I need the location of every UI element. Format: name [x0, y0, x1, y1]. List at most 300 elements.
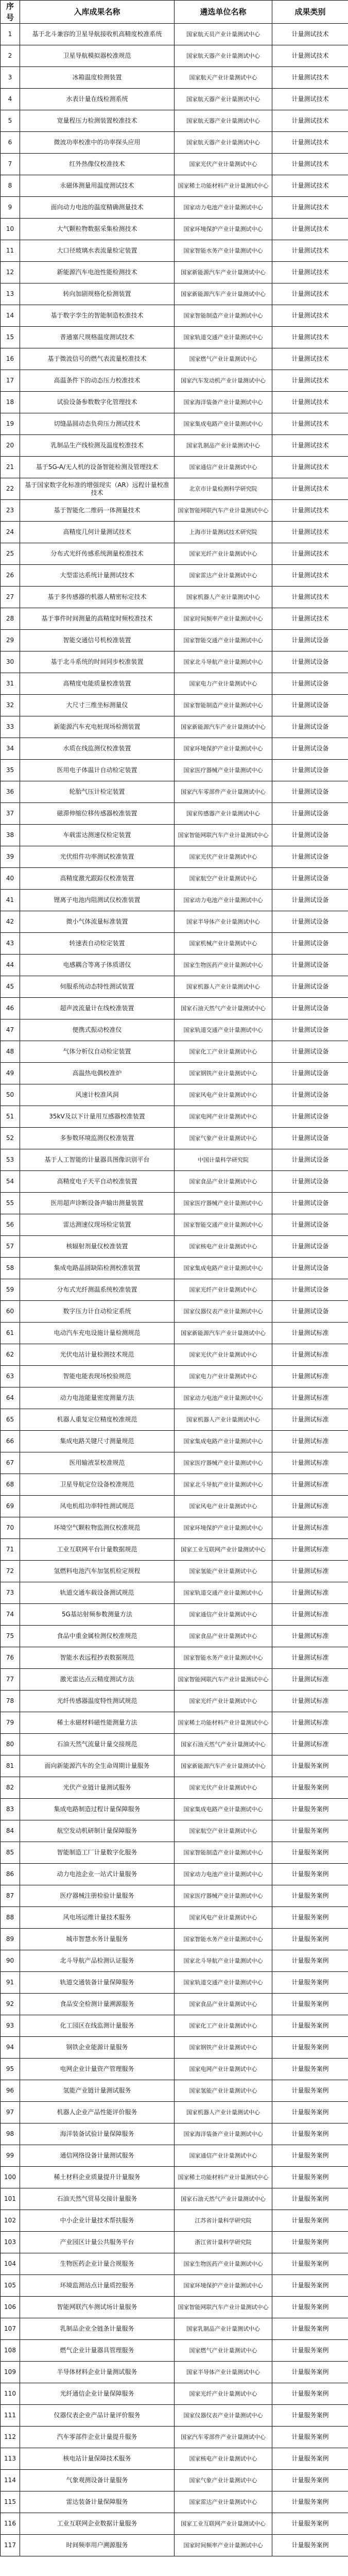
cell-unit: 国家环境保护产业计量测试中心: [175, 219, 272, 240]
cell-name: 数字压力计自动检定系统: [20, 1301, 175, 1323]
cell-type: 计量测试标准: [272, 1452, 348, 1474]
cell-type: 计量测试标准: [272, 1561, 348, 1582]
cell-name: 大口径玻璃水表流量检定装置: [20, 240, 175, 262]
cell-unit: 国家海洋装备产业计量测试中心: [175, 392, 272, 413]
cell-name: 电动汽车充电设施计量检测规范: [20, 1323, 175, 1344]
cell-name: 集成电路晶圆缺陷检测校准装置: [20, 1258, 175, 1279]
cell-name: 基于多传感器的机器人精密标定技术: [20, 587, 175, 608]
cell-unit: 国家光伏产业计量测试中心: [175, 1777, 272, 1799]
cell-no: 21: [1, 457, 20, 478]
cell-unit: 国家医疗器械产业计量测试中心: [175, 1452, 272, 1474]
table-row: [1, 2123, 348, 2145]
cell-type: 计量服务案例: [272, 2448, 348, 2470]
table-row: [1, 868, 348, 890]
table-row: [1, 1236, 348, 1258]
cell-type: 计量测试标准: [272, 1344, 348, 1366]
cell-type: 计量测试标准: [272, 1626, 348, 1647]
cell-no: 78: [1, 1691, 20, 1712]
cell-unit: 国家汽车发动机产业计量测试中心: [175, 370, 272, 392]
cell-type: 计量测试技术: [272, 413, 348, 435]
cell-unit: 国家钢铁产业计量测试中心: [175, 2037, 272, 2059]
table-row: [1, 2513, 348, 2535]
cell-no: 114: [1, 2470, 20, 2491]
table-row: [1, 1193, 348, 1214]
cell-no: 43: [1, 933, 20, 955]
cell-type: 计量测试技术: [272, 370, 348, 392]
cell-no: 111: [1, 2405, 20, 2427]
table-row: [1, 522, 348, 543]
cell-type: 计量服务案例: [272, 2059, 348, 2080]
cell-name: 分布式光纤传感系统测量校准技术: [20, 543, 175, 565]
cell-no: 82: [1, 1777, 20, 1799]
cell-no: 54: [1, 1171, 20, 1193]
cell-type: 计量测试技术: [272, 392, 348, 413]
cell-no: 108: [1, 2340, 20, 2362]
cell-type: 计量服务案例: [272, 2535, 348, 2556]
table-row: [1, 825, 348, 846]
table-row: [1, 2491, 348, 2513]
cell-unit: 国家光纤产业计量测试中心: [175, 1691, 272, 1712]
cell-name: 半导体材料企业计量测试服务: [20, 2362, 175, 2383]
cell-type: 计量测试技术: [272, 197, 348, 219]
cell-no: 79: [1, 1712, 20, 1734]
table-row: [1, 1950, 348, 1972]
table-row: [1, 1604, 348, 1626]
cell-name: 核辐射剂量仪校准装置: [20, 1236, 175, 1258]
cell-name: 轮胎气压计检定装置: [20, 781, 175, 803]
cell-unit: 国家光纤产业计量测试中心: [175, 1279, 272, 1301]
cell-type: 计量测试设备: [272, 976, 348, 998]
cell-no: 73: [1, 1582, 20, 1604]
cell-type: 计量服务案例: [272, 2167, 348, 2188]
cell-name: 轨道交通车载设备测试规范: [20, 1582, 175, 1604]
cell-unit: 国家电网产业计量测试中心: [175, 2059, 272, 2080]
cell-unit: 国家轨道交通产业计量测试中心: [175, 327, 272, 348]
table-row: [1, 760, 348, 781]
cell-unit: 国家生物医药产业计量测试中心: [175, 2253, 272, 2275]
cell-no: 88: [1, 1907, 20, 1929]
cell-type: 计量测试设备: [272, 1084, 348, 1106]
cell-unit: 北京市计量检测科学研究院: [175, 478, 272, 500]
table-row: [1, 1907, 348, 1929]
cell-type: 计量服务案例: [272, 2297, 348, 2318]
cell-no: 83: [1, 1799, 20, 1820]
cell-name: 红外热像仪校准技术: [20, 154, 175, 175]
cell-no: 42: [1, 911, 20, 933]
cell-no: 90: [1, 1950, 20, 1972]
cell-type: 计量测试设备: [272, 868, 348, 890]
table-row: [1, 565, 348, 587]
cell-type: 计量服务案例: [272, 2427, 348, 2448]
cell-unit: 国家动力电池产业计量测试中心: [175, 1387, 272, 1409]
cell-unit: 国家稀土功能材料产业计量测试中心: [175, 1712, 272, 1734]
cell-type: 计量测试标准: [272, 1409, 348, 1431]
cell-unit: 国家气象产业计量测试中心: [175, 1128, 272, 1149]
cell-unit: 国家风电产业计量测试中心: [175, 1907, 272, 1929]
table-row: [1, 1214, 348, 1236]
cell-no: 96: [1, 2080, 20, 2102]
cell-no: 106: [1, 2297, 20, 2318]
cell-type: 计量服务案例: [272, 2340, 348, 2362]
cell-no: 37: [1, 803, 20, 825]
cell-unit: 国家新能源汽车产业计量测试中心: [175, 716, 272, 738]
cell-name: 化工园区在线监测计量服务: [20, 2015, 175, 2037]
table-row: [1, 457, 348, 478]
cell-name: 微小气体流量标准装置: [20, 911, 175, 933]
table-row: [1, 2210, 348, 2232]
table-row: [1, 392, 348, 413]
cell-unit: 国家化工产业计量测试中心: [175, 1041, 272, 1063]
table-row: [1, 327, 348, 348]
cell-type: 计量服务案例: [272, 2470, 348, 2491]
cell-type: 计量测试设备: [272, 911, 348, 933]
cell-no: 28: [1, 608, 20, 630]
cell-no: 4: [1, 89, 20, 110]
cell-no: 14: [1, 305, 20, 327]
cell-type: 计量测试技术: [272, 305, 348, 327]
cell-type: 计量测试技术: [272, 435, 348, 457]
cell-unit: 上海市计量测试技术研究院: [175, 522, 272, 543]
cell-name: 基于智能化二维码一体测量技术: [20, 500, 175, 522]
cell-name: 医用超声诊断设备声输出测量装置: [20, 1193, 175, 1214]
cell-unit: 国家集成电路产业计量测试中心: [175, 1258, 272, 1279]
table-row: [1, 2362, 348, 2383]
table-row: [1, 955, 348, 976]
cell-type: 计量测试技术: [272, 543, 348, 565]
cell-type: 计量测试技术: [272, 522, 348, 543]
cell-type: 计量测试设备: [272, 1214, 348, 1236]
cell-type: 计量测试设备: [272, 1301, 348, 1323]
cell-unit: 国家光伏产业计量测试中心: [175, 1344, 272, 1366]
cell-unit: 国家钢铁产业计量测试中心: [175, 1063, 272, 1084]
cell-no: 113: [1, 2448, 20, 2470]
table-row: [1, 1755, 348, 1777]
cell-unit: 国家传感器产业计量测试中心: [175, 803, 272, 825]
cell-no: 26: [1, 565, 20, 587]
cell-type: 计量测试设备: [272, 1258, 348, 1279]
table-row: [1, 1149, 348, 1171]
cell-no: 60: [1, 1301, 20, 1323]
cell-name: 面向动力电池的温度精确测量技术: [20, 197, 175, 219]
cell-no: 94: [1, 2037, 20, 2059]
cell-no: 91: [1, 1972, 20, 1994]
cell-type: 计量测试设备: [272, 803, 348, 825]
cell-name: 医用电子体温计自动检定装置: [20, 760, 175, 781]
table-row: [1, 175, 348, 197]
cell-name: 航空发动机研制计量保障服务: [20, 1820, 175, 1842]
cell-unit: 浙江省计量科学研究院: [175, 2232, 272, 2253]
cell-unit: 国家智能制造产业计量测试中心: [175, 305, 272, 327]
cell-no: 53: [1, 1149, 20, 1171]
cell-no: 36: [1, 781, 20, 803]
cell-type: 计量服务案例: [272, 2491, 348, 2513]
cell-type: 计量服务案例: [272, 1885, 348, 1907]
cell-type: 计量测试设备: [272, 651, 348, 673]
cell-type: 计量服务案例: [272, 1864, 348, 1885]
cell-type: 计量测试标准: [272, 1734, 348, 1755]
cell-unit: 国家航天器产业计量测试中心: [175, 110, 272, 132]
cell-no: 65: [1, 1409, 20, 1431]
cell-name: 石油天然气贸易交接计量服务: [20, 2188, 175, 2210]
cell-type: 计量服务案例: [272, 2383, 348, 2405]
cell-unit: 国家集成电路产业计量测试中心: [175, 413, 272, 435]
table-row: [1, 1128, 348, 1149]
table-row: [1, 1799, 348, 1820]
cell-name: 光伏电站计量检测技术规范: [20, 1344, 175, 1366]
cell-unit: 国家光纤产业计量测试中心: [175, 2383, 272, 2405]
table-row: [1, 1777, 348, 1799]
cell-name: 轨道交通装备计量保障服务: [20, 1972, 175, 1994]
cell-name: 高精度电能质量校准装置: [20, 673, 175, 695]
cell-no: 63: [1, 1366, 20, 1387]
cell-name: 医疗器械注册检验计量服务: [20, 1885, 175, 1907]
cell-type: 计量测试标准: [272, 1517, 348, 1539]
cell-type: 计量测试技术: [272, 240, 348, 262]
cell-name: 新能源汽车充电桩现场检测装置: [20, 716, 175, 738]
cell-type: 计量测试设备: [272, 695, 348, 716]
cell-name: 核电站计量保障技术服务: [20, 2448, 175, 2470]
cell-name: 钢铁企业能源计量服务: [20, 2037, 175, 2059]
table-row: [1, 608, 348, 630]
cell-name: 气体分析仪自动检定装置: [20, 1041, 175, 1063]
cell-type: 计量测试设备: [272, 1041, 348, 1063]
table-row: [1, 1691, 348, 1712]
table-header: [1, 1, 348, 24]
table-row: [1, 2102, 348, 2123]
table-row: [1, 2015, 348, 2037]
cell-name: 基于事件时间测量的高精度时频校准技术: [20, 608, 175, 630]
cell-name: 稀土材料企业质量提升计量服务: [20, 2167, 175, 2188]
cell-name: 高温条件下的动态压力校准技术: [20, 370, 175, 392]
cell-no: 18: [1, 392, 20, 413]
cell-name: 水表计量在线检测系统: [20, 89, 175, 110]
cell-type: 计量服务案例: [272, 1972, 348, 1994]
cell-name: 乳制品企业全链条计量服务: [20, 2318, 175, 2340]
cell-unit: 国家气象产业计量测试中心: [175, 2470, 272, 2491]
cell-no: 29: [1, 630, 20, 651]
cell-name: 电网企业计量资产管理服务: [20, 2059, 175, 2080]
cell-no: 51: [1, 1106, 20, 1128]
cell-no: 5: [1, 110, 20, 132]
cell-name: 冰箱温度检测装置: [20, 67, 175, 89]
cell-name: 环境监测站点计量质控服务: [20, 2275, 175, 2297]
cell-unit: 国家生物医药产业计量测试中心: [175, 955, 272, 976]
cell-name: 工业互联网企业数据计量服务: [20, 2513, 175, 2535]
cell-name: 产业园区计量公共服务平台: [20, 2232, 175, 2253]
cell-no: 67: [1, 1452, 20, 1474]
table-row: [1, 1517, 348, 1539]
table-row: [1, 154, 348, 175]
cell-unit: 国家机械产业计量测试中心: [175, 933, 272, 955]
cell-no: 99: [1, 2145, 20, 2167]
cell-no: 64: [1, 1387, 20, 1409]
cell-no: 101: [1, 2188, 20, 2210]
table-row: [1, 1171, 348, 1193]
cell-no: 31: [1, 673, 20, 695]
cell-no: 35: [1, 760, 20, 781]
cell-unit: 国家机器人产业计量测试中心: [175, 2102, 272, 2123]
cell-no: 85: [1, 1842, 20, 1864]
cell-name: 食品中重金属检测仪校准规范: [20, 1626, 175, 1647]
cell-no: 117: [1, 2535, 20, 2556]
cell-name: 光纤传感器温度特性测试规范: [20, 1691, 175, 1712]
cell-type: 计量测试技术: [272, 219, 348, 240]
cell-name: 水质在线监测仪校准装置: [20, 738, 175, 760]
table-row: [1, 1864, 348, 1885]
cell-type: 计量测试技术: [272, 348, 348, 370]
cell-no: 104: [1, 2253, 20, 2275]
cell-unit: 国家食品产业计量测试中心: [175, 1626, 272, 1647]
cell-type: 计量服务案例: [272, 1929, 348, 1950]
cell-type: 计量测试标准: [272, 1323, 348, 1344]
cell-no: 12: [1, 262, 20, 283]
table-row: [1, 24, 348, 45]
table-row: [1, 976, 348, 998]
cell-unit: 国家航天器产业计量测试中心: [175, 45, 272, 67]
cell-no: 61: [1, 1323, 20, 1344]
cell-name: 动力电池能量密度测量方法: [20, 1387, 175, 1409]
cell-name: 环境空气颗粒物监测仪校准规范: [20, 1517, 175, 1539]
cell-type: 计量服务案例: [272, 2188, 348, 2210]
table-row: [1, 2318, 348, 2340]
cell-no: 74: [1, 1604, 20, 1626]
cell-no: 13: [1, 283, 20, 305]
table-row: [1, 1994, 348, 2015]
cell-name: 通信网络设备计量测试服务: [20, 2145, 175, 2167]
table-row: [1, 2037, 348, 2059]
cell-unit: 国家北斗导航产业计量测试中心: [175, 651, 272, 673]
cell-name: 气象观测设备计量服务: [20, 2470, 175, 2491]
table-row: [1, 716, 348, 738]
cell-name: 风速计校准风洞: [20, 1084, 175, 1106]
cell-name: 乳制品生产线检测及温度校准技术: [20, 435, 175, 457]
cell-no: 71: [1, 1539, 20, 1561]
cell-type: 计量测试技术: [272, 175, 348, 197]
table-row: [1, 1496, 348, 1517]
cell-unit: 国家汽车零部件产业计量测试中心: [175, 781, 272, 803]
cell-unit: 国家海洋装备产业计量测试中心: [175, 2123, 272, 2145]
table-row: [1, 1041, 348, 1063]
table-row: [1, 1452, 348, 1474]
table-row: [1, 890, 348, 911]
cell-type: 计量测试标准: [272, 1431, 348, 1452]
cell-no: 34: [1, 738, 20, 760]
cell-name: 海洋装备试验计量保障服务: [20, 2123, 175, 2145]
cell-unit: 国家电力产业计量测试中心: [175, 673, 272, 695]
cell-unit: 国家通信产业计量测试中心: [175, 1604, 272, 1626]
cell-type: 计量服务案例: [272, 2275, 348, 2297]
table-row: [1, 587, 348, 608]
cell-no: 25: [1, 543, 20, 565]
table-row: [1, 348, 348, 370]
cell-unit: 国家石油天然气产业计量测试中心: [175, 1734, 272, 1755]
cell-no: 38: [1, 825, 20, 846]
cell-unit: 国家风电产业计量测试中心: [175, 1084, 272, 1106]
cell-name: 大尺寸三维坐标测量仪: [20, 695, 175, 716]
table-row: [1, 1387, 348, 1409]
cell-type: 计量服务案例: [272, 1799, 348, 1820]
cell-type: 计量测试技术: [272, 67, 348, 89]
cell-name: 中小企业计量技术帮扶服务: [20, 2210, 175, 2232]
cell-name: 机器人重复定位精度校准规范: [20, 1409, 175, 1431]
cell-unit: 江苏省计量科学研究院: [175, 2210, 272, 2232]
cell-type: 计量测试技术: [272, 608, 348, 630]
cell-no: 16: [1, 348, 20, 370]
table-row: [1, 197, 348, 219]
cell-name: 便携式振动校准仪: [20, 1019, 175, 1041]
cell-no: 23: [1, 500, 20, 522]
cell-type: 计量服务案例: [272, 2210, 348, 2232]
cell-type: 计量测试标准: [272, 1712, 348, 1734]
cell-unit: 国家光伏产业计量测试中心: [175, 154, 272, 175]
cell-no: 68: [1, 1474, 20, 1496]
cell-no: 92: [1, 1994, 20, 2015]
cell-name: 风电机组功率特性测试规范: [20, 1496, 175, 1517]
table-row: [1, 370, 348, 392]
cell-no: 10: [1, 219, 20, 240]
cell-no: 39: [1, 846, 20, 868]
table-row: [1, 1301, 348, 1323]
cell-type: 计量服务案例: [272, 2362, 348, 2383]
table-row: [1, 1929, 348, 1950]
cell-unit: 国家燃气产业计量测试中心: [175, 2340, 272, 2362]
cell-type: 计量测试技术: [272, 587, 348, 608]
cell-unit: 国家风电产业计量测试中心: [175, 1496, 272, 1517]
cell-unit: 国家新能源汽车产业计量测试中心: [175, 1323, 272, 1344]
cell-no: 19: [1, 413, 20, 435]
cell-type: 计量服务案例: [272, 1907, 348, 1929]
table-row: [1, 1431, 348, 1452]
table-row: [1, 1258, 348, 1279]
cell-no: 17: [1, 370, 20, 392]
cell-name: 基于微波信号的燃气表流量校准技术: [20, 348, 175, 370]
cell-unit: 国家食品产业计量测试中心: [175, 1994, 272, 2015]
cell-name: 卫星导航定位设备校准规范: [20, 1474, 175, 1496]
cell-unit: 国家动力电池产业计量测试中心: [175, 1864, 272, 1885]
cell-type: 计量测试标准: [272, 1539, 348, 1561]
cell-type: 计量测试设备: [272, 955, 348, 976]
cell-no: 30: [1, 651, 20, 673]
cell-type: 计量测试技术: [272, 283, 348, 305]
cell-type: 计量测试设备: [272, 846, 348, 868]
table-row: [1, 1084, 348, 1106]
table-row: [1, 67, 348, 89]
cell-unit: 国家工业互联网产业计量测试中心: [175, 2513, 272, 2535]
cell-name: 智能网联汽车测试场计量服务: [20, 2297, 175, 2318]
header-col-unit: 遴选单位名称: [175, 1, 272, 24]
cell-unit: 国家智能制造产业计量测试中心: [175, 695, 272, 716]
cell-type: 计量测试设备: [272, 1019, 348, 1041]
table-row: [1, 543, 348, 565]
cell-unit: 国家航空产业计量测试中心: [175, 1820, 272, 1842]
cell-no: 93: [1, 2015, 20, 2037]
cell-no: 76: [1, 1647, 20, 1669]
cell-no: 22: [1, 478, 20, 500]
cell-no: 70: [1, 1517, 20, 1539]
cell-type: 计量测试设备: [272, 716, 348, 738]
cell-name: 基于5G-A/无人机的设备智能检测及管理技术: [20, 457, 175, 478]
cell-type: 计量服务案例: [272, 1994, 348, 2015]
cell-unit: 国家电力产业计量测试中心: [175, 1366, 272, 1387]
cell-type: 计量测试设备: [272, 760, 348, 781]
cell-unit: 国家智能制造产业计量测试中心: [175, 1842, 272, 1864]
cell-name: 大气颗粒物数据采集检测技术: [20, 219, 175, 240]
cell-no: 40: [1, 868, 20, 890]
cell-name: 普通塞尺规格温度测试技术: [20, 327, 175, 348]
cell-no: 75: [1, 1626, 20, 1647]
cell-unit: 国家航空产业计量测试中心: [175, 868, 272, 890]
cell-no: 50: [1, 1084, 20, 1106]
